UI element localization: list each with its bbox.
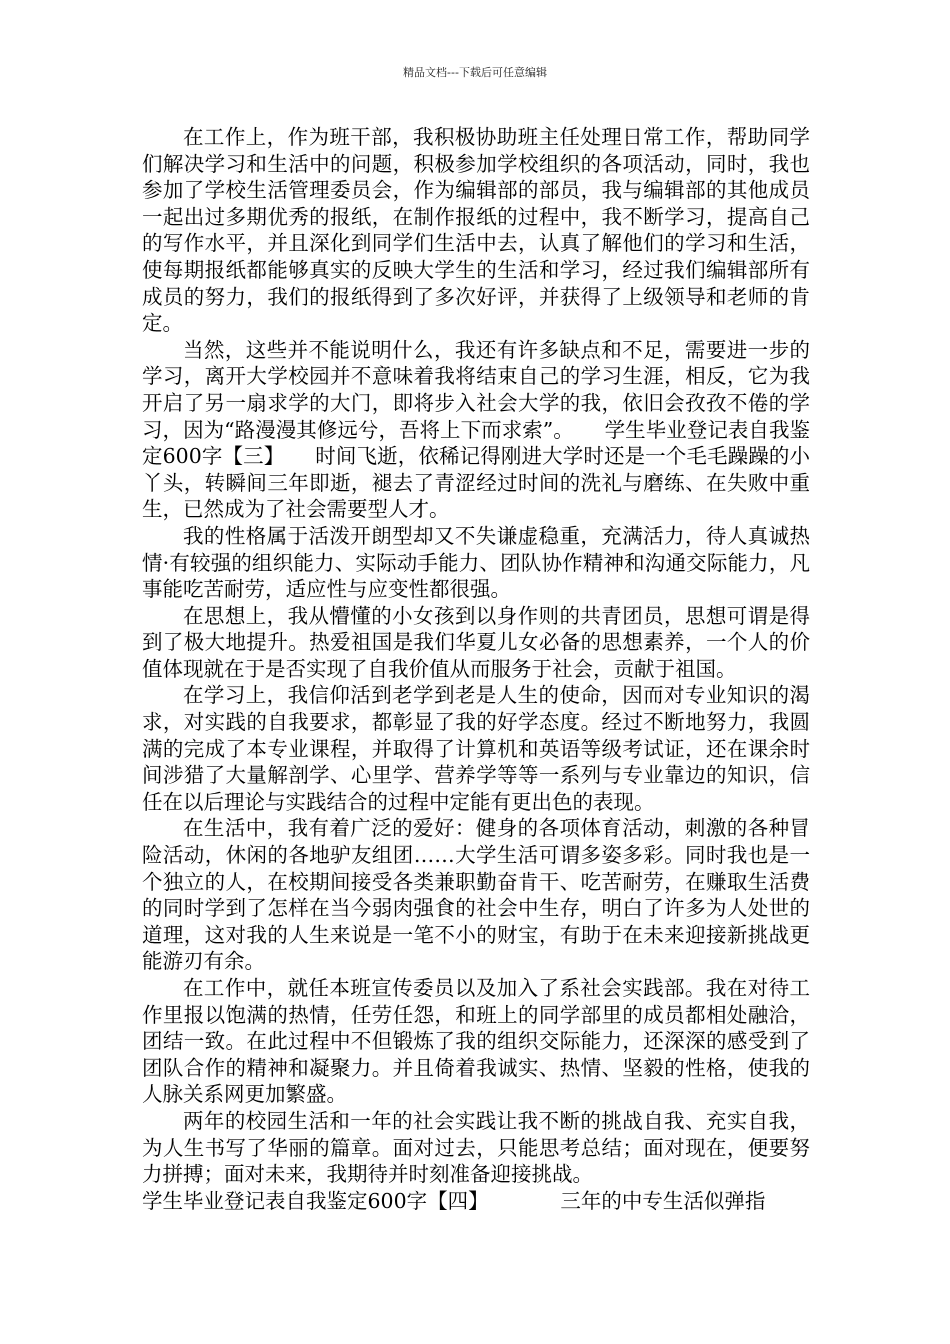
paragraph: 在工作中，就任本班宣传委员以及加入了系社会实践部。我在对待工作里报以饱满的热情，任劳任怨，和班上的同学部里的成员都相处融洽，团结一致。在此过程中不但锻炼了我的组织交际能力，还深深的感受到了团队合作的精神和凝聚力。并且倚着我诚实、热情、坚毅的性格，使我的人脉关系网更加繁盛。: [142, 976, 810, 1107]
paragraph: 我的性格属于活泼开朗型却又不失谦虚稳重，充满活力，待人真诚热情·有较强的组织能力、实际动手能力、团队协作精神和沟通交际能力，凡事能吃苦耐劳，适应性与应变性都很强。: [142, 523, 810, 602]
paragraph: 在生活中，我有着广泛的爱好：健身的各项体育活动，刺激的各种冒险活动，休闲的各地驴友组团……大学生活可谓多姿多彩。同时我也是一个独立的人，在校期间接受各类兼职勤奋肯干、吃苦耐劳，在赚取生活费的同时学到了怎样在当今弱肉强食的社会中生存，明白了许多为人处世的道理，这对我的人生来说是一笔不小的财宝，有助于在未来迎接新挑战更能游刃有余。: [142, 816, 810, 974]
page-header: 精品文档---下载后可任意编辑: [403, 66, 547, 79]
paragraph: 当然，这些并不能说明什么，我还有许多缺点和不足，需要进一步的学习，离开大学校园并不意味着我将结束自己的学习生涯，相反，它为我开启了另一扇求学的大门，即将步入社会大学的我，依旧会孜孜不倦的学习，因为“路漫漫其修远兮，吾将上下而求索”。 学生毕业登记表自我鉴定600字【三】 时间飞逝，依稀记得刚进大学时还是一个毛毛躁躁的小丫头，转瞬间三年即逝，褪去了青涩经过时间的洗礼与磨练、在失败中重生，已然成为了社会需要型人才。: [142, 337, 810, 522]
paragraph: 在工作上，作为班干部，我积极协助班主任处理日常工作，帮助同学们解决学习和生活中的问题，积极参加学校组织的各项活动，同时，我也参加了学校生活管理委员会，作为编辑部的部员，我与编辑部的其他成员一起出过多期优秀的报纸，在制作报纸的过程中，我不断学习，提高自己的写作水平，并且深化到同学们生活中去，认真了解他们的学习和生活，使每期报纸都能够真实的反映大学生的生活和学习，经过我们编辑部所有成员的努力，我们的报纸得到了多次好评，并获得了上级领导和老师的肯定。: [142, 125, 810, 336]
paragraph: 在学习上，我信仰活到老学到老是人生的使命，因而对专业知识的渴求，对实践的自我要求，都彰显了我的好学态度。经过不断地努力，我圆满的完成了本专业课程，并取得了计算机和英语等级考试证，还在课余时间涉猎了大量解剖学、心里学、营养学等等一系列与专业靠边的知识，信任在以后理论与实践结合的过程中定能有更出色的表现。: [142, 683, 810, 814]
paragraph: 在思想上，我从懵懂的小女孩到以身作则的共青团员，思想可谓是得到了极大地提升。热爱祖国是我们华夏儿女必备的思想素养，一个人的价值体现就在于是否实现了自我价值从而服务于社会，贡献于祖国。: [142, 603, 810, 681]
document-body: [142, 124, 810, 1214]
section-heading-line: 学生毕业登记表自我鉴定600字【四】 三年的中专生活似弹指: [142, 1188, 766, 1213]
paragraph: 两年的校园生活和一年的社会实践让我不断的挑战自我、充实自我，为人生书写了华丽的篇章。面对过去，只能思考总结；面对现在，便要努力拼搏；面对未来，我期待并时刻准备迎接挑战。: [142, 1108, 810, 1187]
